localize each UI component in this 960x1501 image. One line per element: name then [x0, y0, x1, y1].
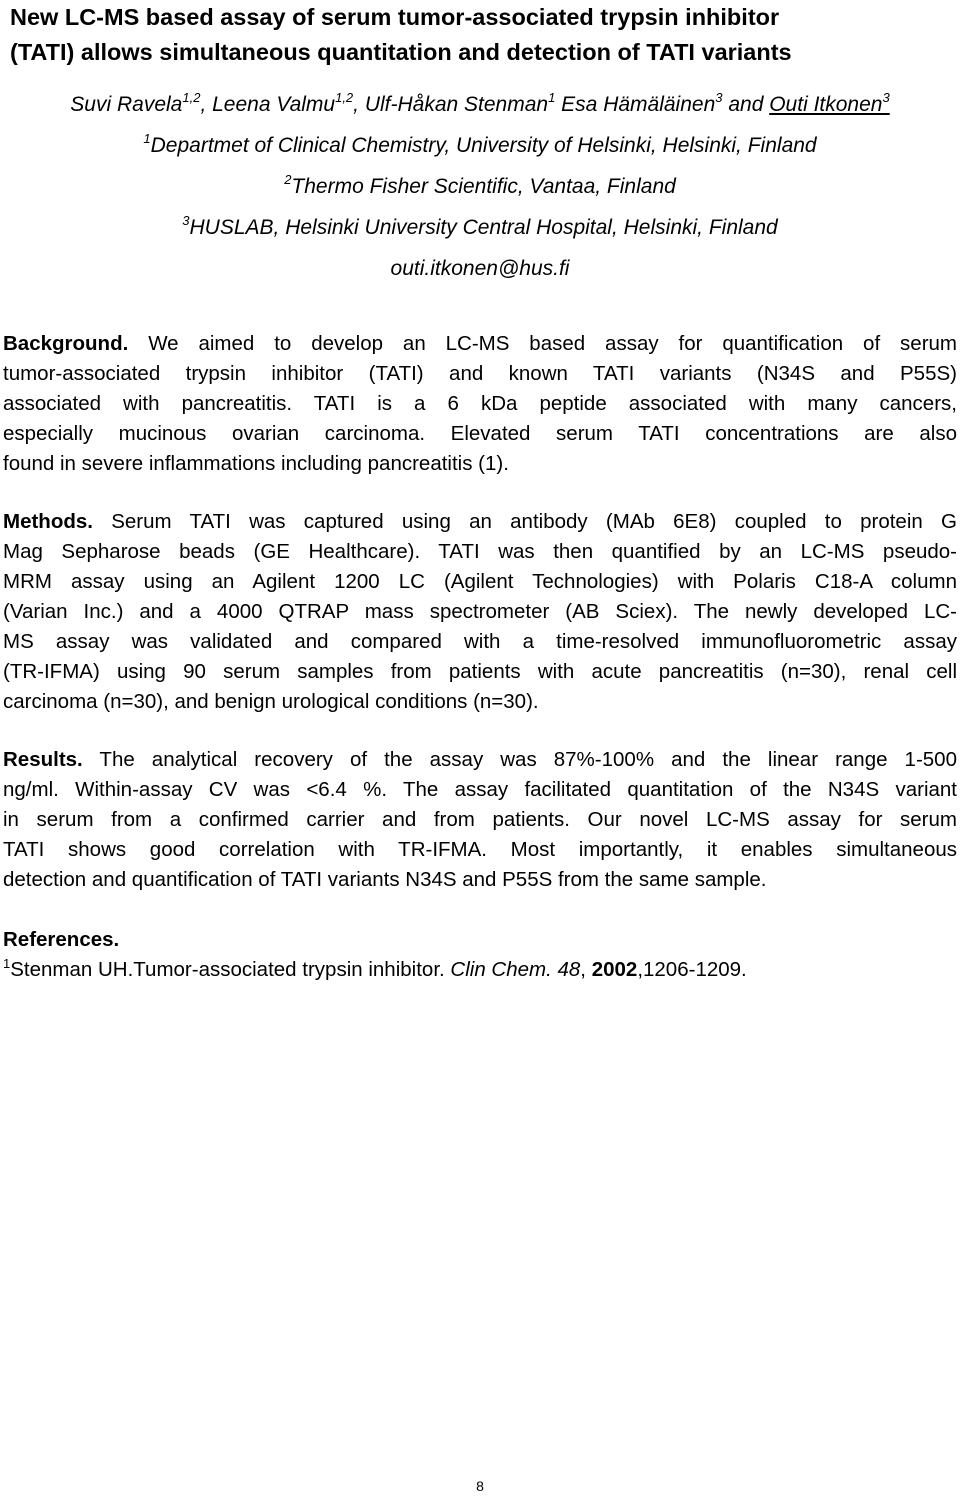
paragraph-line: Results. The analytical recovery of the assay was 87%-100% and the linear range 1-500	[3, 748, 957, 771]
section-heading: References.	[3, 928, 120, 951]
title-line-2: (TATI) allows simultaneous quantitation and detection of TATI variants	[10, 39, 792, 65]
page-number: 8	[476, 1478, 484, 1494]
section-heading: Methods.	[3, 510, 93, 533]
paragraph-line: (TR-IFMA) using 90 serum samples from patients with acute pancreatitis (n=30), renal cell	[3, 660, 957, 683]
paragraph-line: MRM assay using an Agilent 1200 LC (Agilent Technologies) with Polaris C18-A column	[3, 570, 957, 593]
methods-section	[3, 507, 957, 717]
author-name: Esa Hämäläinen	[561, 93, 716, 116]
author-list: Suvi Ravela$^{1,2}$, Leena Valmu$^{1,2}$, Ulf-Håkan Stenman$^1$ Esa Hämäläinen$^3$ and Outi Itkonen$^3$	[70, 90, 890, 116]
reference-journal: Clin Chem. 48	[450, 958, 581, 981]
paragraph-line: (Varian Inc.) and a 4000 QTRAP mass spectrometer (AB Sciex). The newly developed LC-	[3, 600, 957, 623]
paragraph-line: carcinoma (n=30), and benign urological conditions (n=30).	[3, 690, 539, 713]
paragraph-line: ng/ml. Within-assay CV was <6.4 %. The assay facilitated quantitation of the N34S variant	[3, 778, 957, 801]
affiliation-1	[0, 125, 960, 166]
affiliation-3	[0, 207, 960, 248]
paper-title	[10, 0, 950, 70]
references-section	[3, 925, 957, 985]
author-name: Ulf-Håkan Stenman	[364, 93, 549, 116]
affiliation-mark: 3	[182, 213, 190, 228]
contact-email: outi.itkonen@hus.fi	[390, 257, 570, 280]
author-name: Outi Itkonen$^3$	[769, 90, 890, 116]
author-affiliation-mark: 1,2	[335, 90, 354, 105]
affiliation-mark: 1	[143, 131, 151, 146]
title-line-1: New LC-MS based assay of serum tumor-associated trypsin inhibitor	[10, 4, 780, 30]
reference-item: $^1$Stenman UH.Tumor-associated trypsin inhibitor. Clin Chem. 48, 2002,1206-1209.	[3, 956, 747, 981]
paragraph-line: Methods. Serum TATI was captured using an antibody (MAb 6E8) coupled to protein G	[3, 510, 957, 533]
paragraph-line: Mag Sepharose beads (GE Healthcare). TATI was then quantified by an LC-MS pseudo-	[3, 540, 957, 563]
reference-year: 2002	[591, 958, 638, 981]
paragraph-line: especially mucinous ovarian carcinoma. Elevated serum TATI concentrations are also	[3, 422, 957, 445]
author-block	[0, 84, 960, 289]
author-affiliation-mark: 1	[548, 90, 556, 105]
paragraph-line: found in severe inflammations including pancreatitis (1).	[3, 452, 509, 475]
paragraph-line: associated with pancreatitis. TATI is a 6 kDa peptide associated with many cancers,	[3, 392, 957, 415]
reference-pages: ,1206-1209.	[637, 958, 747, 981]
author-affiliation-mark: 3	[715, 90, 723, 105]
paragraph-line: TATI shows good correlation with TR-IFMA. Most importantly, it enables simultaneous	[3, 838, 957, 861]
affiliation-text: Departmet of Clinical Chemistry, University of Helsinki, Helsinki, Finland	[150, 134, 817, 157]
affiliation-text: HUSLAB, Helsinki University Central Hospital, Helsinki, Finland	[189, 216, 778, 239]
author-name: Suvi Ravela	[70, 93, 183, 116]
paragraph-line: in serum from a confirmed carrier and from patients. Our novel LC-MS assay for serum	[3, 808, 957, 831]
author-affiliation-mark: 1,2	[182, 90, 201, 105]
section-heading: Results.	[3, 748, 83, 771]
results-section	[3, 745, 957, 895]
reference-text: Stenman UH.Tumor-associated trypsin inhibitor.	[10, 958, 451, 981]
reference-number: 1	[3, 956, 11, 971]
paragraph-line: tumor-associated trypsin inhibitor (TATI) and known TATI variants (N34S and P55S)	[3, 362, 957, 385]
section-heading: Background.	[3, 332, 129, 355]
author-name: Leena Valmu	[212, 93, 336, 116]
background-section	[3, 329, 957, 479]
affiliation-2	[0, 166, 960, 207]
paragraph-line: MS assay was validated and compared with a time-resolved immunofluorometric assay	[3, 630, 957, 653]
paragraph-line: Background. We aimed to develop an LC-MS based assay for quantification of serum	[3, 332, 957, 355]
paragraph-line: detection and quantification of TATI variants N34S and P55S from the same sample.	[3, 868, 767, 891]
affiliation-mark: 2	[284, 172, 292, 187]
affiliation-text: Thermo Fisher Scientific, Vantaa, Finland	[291, 175, 676, 198]
